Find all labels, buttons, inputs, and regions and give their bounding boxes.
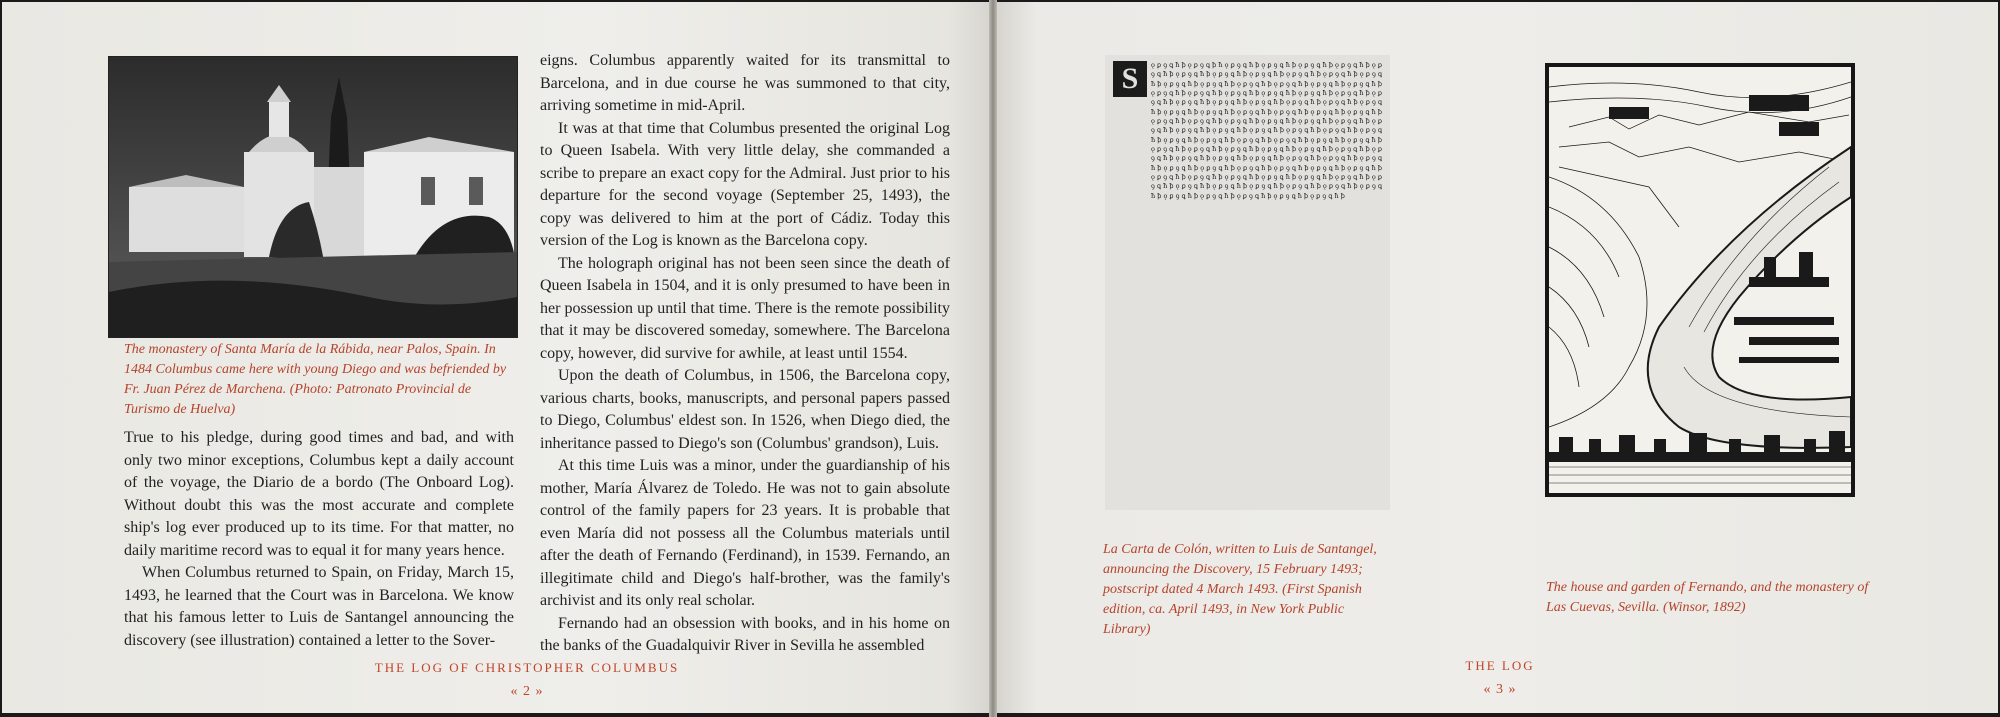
running-head: THE LOG OF CHRISTOPHER COLUMBUS: [374, 660, 680, 675]
paragraph: Upon the death of Columbus, in 1506, the Barcelona copy, various charts, books, manuscripts, and personal papers passed to Diego, Columbus' eldest son. In 1526, when Diego died, the inheritance passed to Diego's son (Columbus' grandson), Luis.: [540, 367, 950, 452]
monastery-photo: [108, 56, 518, 338]
running-head: THE LOG: [1465, 658, 1535, 673]
paragraph: At this time Luis was a minor, under the guardianship of his mother, María Álvarez de Toledo. He was not to gain absolute control of the family papers for 23 years. It is probable that even María did not possess all the Columbus materials until after the death of Fernando (Ferdinand), in 1539. Fernando, an illegitimate child and Diego's half-brother, was the family's archivist and its only real scholar.: [540, 457, 950, 609]
right-column-text: [540, 50, 950, 658]
book-gutter: [989, 0, 997, 717]
paragraph: When Columbus returned to Spain, on Friday, March 15, 1493, he learned that the Court was in Barcelona. We know that his famous letter to Luis de Santangel announcing the discovery (see illustration) contained a letter to the Sover-: [124, 564, 514, 649]
photo-caption: The monastery of Santa María de la Rábida, near Palos, Spain. In 1484 Columbus came here with young Diego and was befriended by Fr. Juan Pérez de Marchena. (Photo: Patronato Provincial de Turismo de Huelva): [124, 342, 507, 417]
page-number: « 2 »: [510, 684, 544, 699]
sevilla-engraving: [1545, 63, 1855, 497]
paragraph: It was at that time that Columbus presented the original Log to Queen Isabela. With very little delay, she commanded a scribe to prepare an exact copy for the Admiral. Just prior to his departure for the second voyage (September 25, 1493), the copy was delivered to him at the port of Cádiz. Today this version of the Log is known as the Barcelona copy.: [540, 119, 950, 249]
letter-initial: S: [1113, 61, 1147, 97]
page-number: « 3 »: [1483, 682, 1517, 697]
letter-blackletter-texture: ǫ ꝑ ꝯ ꝗ ħ ꝥ ǫ ꝑ ꝯ ꝗ ꝥ ħ ǫ ꝑ ꝯ ꝗ ħ ꝥ ǫ ꝑ ꝯ ꝗ ħ ꝥ ǫ ꝑ ꝯ ꝗ ħ ꝥ ǫ ꝑ ꝯ ꝗ ħ ꝥ ǫ ꝑ ꝯ ꝗ ħ ꝥ ǫ ꝑ ꝯ ꝗ ħ ꝥ ǫ ꝑ ꝯ ꝗ ħ ꝥ ǫ ꝑ ꝯ ꝗ ħ ꝥ ǫ ꝑ ꝯ ꝗ ħ ꝥ ǫ ꝑ ꝯ ꝗ ħ ꝥ ǫ ꝑ ꝯ ꝗ ħ ꝥ ǫ ꝑ ꝯ ꝗ ħ ꝥ ǫ ꝑ ꝯ ꝗ ħ ꝥ ǫ ꝑ ꝯ ꝗ ħ ꝥ ǫ ꝑ ꝯ ꝗ ħ ꝥ ǫ ꝑ ꝯ ꝗ ħ ꝥ ǫ ꝑ ꝯ ꝗ ħ ꝥ ǫ ꝑ ꝯ ꝗ ħ ꝥ ǫ ꝑ ꝯ ꝗ ħ ꝥ ǫ ꝑ ꝯ ꝗ ħ ꝥ ǫ ꝑ ꝯ ꝗ ħ ꝥ ǫ ꝑ ꝯ ꝗ ħ ꝥ ǫ ꝑ ꝯ ꝗ ħ ꝥ ǫ ꝑ ꝯ ꝗ ħ ꝥ ǫ ꝑ ꝯ ꝗ ħ ꝥ ǫ ꝑ ꝯ ꝗ ħ ꝥ ǫ ꝑ ꝯ ꝗ ħ ꝥ ǫ ꝑ ꝯ ꝗ ħ ꝥ ǫ ꝑ ꝯ ꝗ ħ ꝥ ǫ ꝑ ꝯ ꝗ ħ ꝥ ǫ ꝑ ꝯ ꝗ ħ ꝥ ǫ ꝑ ꝯ ꝗ ħ ꝥ ǫ ꝑ ꝯ ꝗ ħ ꝥ ǫ ꝑ ꝯ ꝗ ħ ꝥ ǫ ꝑ ꝯ ꝗ ħ ꝥ ǫ ꝑ ꝯ ꝗ ħ ꝥ ǫ ꝑ ꝯ ꝗ ħ ꝥ ǫ ꝑ ꝯ ꝗ ħ ꝥ ǫ ꝑ ꝯ ꝗ ħ ꝥ ǫ ꝑ ꝯ ꝗ ħ ꝥ ǫ ꝑ ꝯ ꝗ ħ ꝥ ǫ ꝑ ꝯ ꝗ ħ ꝥ ǫ ꝑ ꝯ ꝗ ħ ꝥ ǫ ꝑ ꝯ ꝗ ħ ꝥ ǫ ꝑ ꝯ ꝗ ħ ꝥ ǫ ꝑ ꝯ ꝗ ħ ꝥ ǫ ꝑ ꝯ ꝗ ħ ꝥ ǫ ꝑ ꝯ ꝗ ħ ꝥ ǫ ꝑ ꝯ ꝗ ħ ꝥ ǫ ꝑ ꝯ ꝗ ħ ꝥ ǫ ꝑ ꝯ ꝗ ħ ꝥ ǫ ꝑ ꝯ ꝗ ħ ꝥ ǫ ꝑ ꝯ ꝗ ħ ꝥ ǫ ꝑ ꝯ ꝗ ħ ꝥ ǫ ꝑ ꝯ ꝗ ħ ꝥ ǫ ꝑ ꝯ ꝗ ħ ꝥ ǫ ꝑ ꝯ ꝗ ħ ꝥ ǫ ꝑ ꝯ ꝗ ħ ꝥ ǫ ꝑ ꝯ ꝗ ħ ꝥ ǫ ꝑ ꝯ ꝗ ħ ꝥ ǫ ꝑ ꝯ ꝗ ħ ꝥ ǫ ꝑ ꝯ ꝗ ħ ꝥ ǫ ꝑ ꝯ ꝗ ħ ꝥ ǫ ꝑ ꝯ ꝗ ħ ꝥ ǫ ꝑ ꝯ ꝗ ħ ꝥ ǫ ꝑ ꝯ ꝗ ħ ꝥ ǫ ꝑ ꝯ ꝗ ħ ꝥ ǫ ꝑ ꝯ ꝗ ħ ꝥ ǫ ꝑ ꝯ ꝗ ħ ꝥ ǫ ꝑ ꝯ ꝗ ħ ꝥ ǫ ꝑ ꝯ ꝗ ħ ꝥ ǫ ꝑ ꝯ ꝗ ħ ꝥ ǫ ꝑ ꝯ ꝗ ħ ꝥ ǫ ꝑ ꝯ ꝗ ħ ꝥ ǫ ꝑ ꝯ ꝗ ħ ꝥ ǫ ꝑ ꝯ ꝗ ħ ꝥ ǫ ꝑ ꝯ ꝗ ħ ꝥ ǫ ꝑ ꝯ ꝗ ħ ꝥ ǫ ꝑ ꝯ ꝗ ħ ꝥ ǫ ꝑ ꝯ ꝗ ħ ꝥ ǫ ꝑ ꝯ ꝗ ħ ꝥ ǫ ꝑ ꝯ ꝗ ħ ꝥ ǫ ꝑ ꝯ ꝗ ħ ꝥ ǫ ꝑ ꝯ ꝗ ħ ꝥ ǫ ꝑ ꝯ ꝗ ħ ꝥ ǫ ꝑ ꝯ ꝗ ħ ꝥ ǫ ꝑ ꝯ ꝗ ħ ꝥ ǫ ꝑ ꝯ ꝗ ħ ꝥ ǫ ꝑ ꝯ ꝗ ħ ꝥ ǫ ꝑ ꝯ ꝗ ħ ꝥ ǫ ꝑ ꝯ ꝗ ħ ꝥ ǫ ꝑ ꝯ ꝗ ħ ꝥ: [1151, 61, 1382, 200]
paragraph: The holograph original has not been seen since the death of Queen Isabela in 1504, and it is only presumed to have been in her possession up until that time. There is the remote possibility that it may be discovered someday, somewhere. The Barcelona copy, however, did survive for awhile, at least until 1554.: [540, 254, 950, 362]
letter-caption: La Carta de Colón, written to Luis de Santangel, announcing the Discovery, 15 February 1493; postscript dated 4 March 1493. (First Spanish edition, ca. April 1493, in New York Public Library): [1103, 542, 1377, 637]
paragraph: True to his pledge, during good times and bad, and with only two minor exceptions, Columbus kept a daily account of the voyage, the Diario de a bordo (The Onboard Log). Without doubt this was the most accurate and complete ship's log ever produced up to its time. For that matter, no daily maritime record was to equal it for many years hence.: [124, 429, 514, 559]
left-column-text: [124, 427, 514, 652]
paragraph: Fernando had an obsession with books, and in his home on the banks of the Guadalquivir River in Sevilla he assembled: [540, 614, 950, 654]
letter-facsimile: [1105, 55, 1390, 510]
paragraph: eigns. Columbus apparently waited for its transmittal to Barcelona, and in due course he was summoned to that city, arriving sometime in mid-April.: [540, 52, 950, 114]
left-page: [2, 2, 989, 713]
engraving-caption: The house and garden of Fernando, and the monastery of Las Cuevas, Sevilla. (Winsor, 1892): [1546, 580, 1869, 615]
